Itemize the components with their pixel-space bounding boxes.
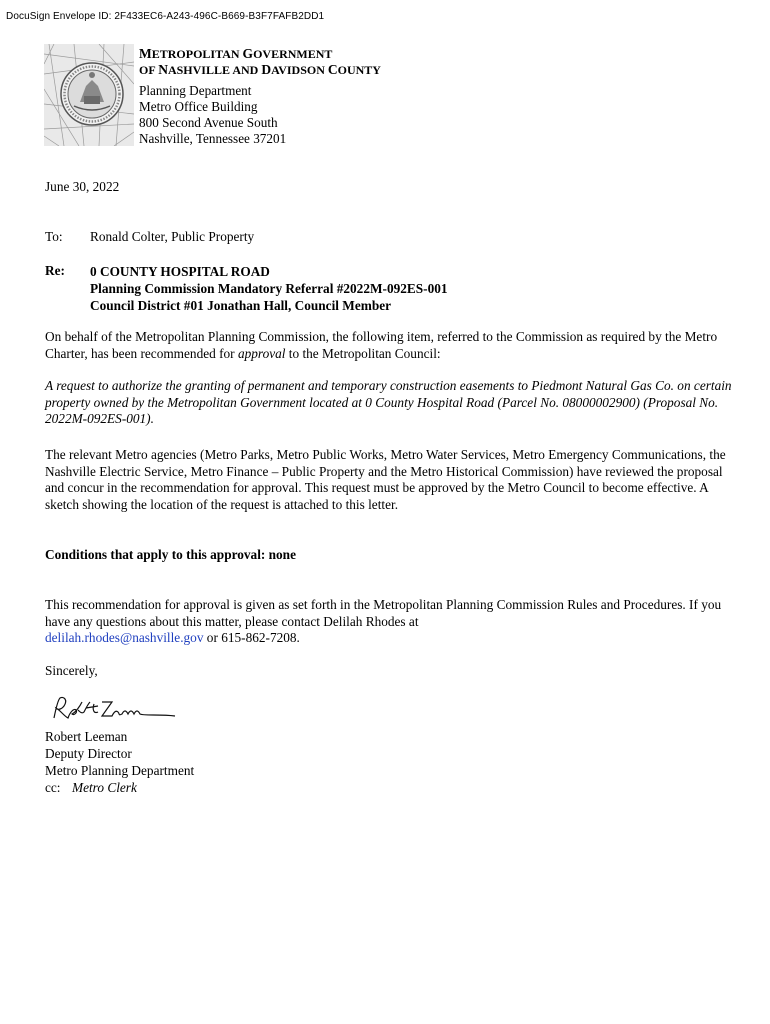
- subject-line: Planning Commission Mandatory Referral #2022M-092ES-001: [90, 281, 448, 296]
- contact-email-link[interactable]: delilah.rhodes@nashville.gov: [45, 630, 204, 646]
- letter-date: June 30, 2022: [45, 179, 120, 194]
- contact-paragraph: This recommendation for approval is given as set forth in the Metropolitan Planning Commission Rules and Procedures. If you have any questions about this matter, please contact Delilah Rhodes at delilah.rhodes@nashville.gov or 615-862-7208.: [45, 597, 722, 646]
- request-description: A request to authorize the granting of permanent and temporary construction easements to Piedmont Natural Gas Co. on certain property owned by the Metropolitan Government located at 0 County Hospital Road (Parcel No. 08000002900) (Proposal No. 2022M-092ES-001).: [45, 378, 732, 427]
- address-line: Metro Office Building: [139, 99, 258, 114]
- cc-label: cc:: [45, 780, 61, 795]
- address-line: Planning Department: [139, 83, 252, 98]
- signer-department: Metro Planning Department: [45, 763, 195, 778]
- signer-name: Robert Leeman: [45, 729, 128, 744]
- approval-emphasis: approval: [237, 345, 286, 361]
- to-label: To:: [45, 229, 63, 244]
- metro-seal-logo: [44, 44, 134, 146]
- conditions-statement: Conditions that apply to this approval: none: [45, 547, 296, 562]
- agency-review-paragraph: The relevant Metro agencies (Metro Parks, Metro Public Works, Metro Water Services, Metro Emergency Communications, the Nashville Electric Service, Metro Finance – Public Property and the Metro Historical Commission) have reviewed the proposal and concur in the recommendation for approval. This request must be approved by the Metro Council to become effective. A sketch showing the location of the request is attached to this letter.: [45, 447, 726, 513]
- re-label: Re:: [45, 263, 65, 278]
- address-line: Nashville, Tennessee 37201: [139, 131, 287, 146]
- closing: Sincerely,: [45, 663, 98, 678]
- subject-line: 0 COUNTY HOSPITAL ROAD: [90, 264, 270, 279]
- address-line: 800 Second Avenue South: [139, 115, 278, 130]
- to-recipient: Ronald Colter, Public Property: [90, 229, 255, 244]
- signer-title: Deputy Director: [45, 746, 132, 761]
- subject-block: [90, 263, 448, 314]
- department-address: [139, 83, 286, 147]
- docusign-envelope-id: DocuSign Envelope ID: 2F433EC6-A243-496C-B669-B3F7FAFB2DD1: [6, 11, 325, 22]
- organization-name: METROPOLITAN GOVERNMENT OF NASHVILLE AND DAVIDSON COUNTY: [139, 46, 381, 77]
- cc-recipient: Metro Clerk: [72, 780, 137, 795]
- handwritten-signature: [50, 694, 180, 724]
- subject-line: Council District #01 Jonathan Hall, Council Member: [90, 298, 392, 313]
- intro-paragraph: On behalf of the Metropolitan Planning Commission, the following item, referred to the Commission as required by the Metro Charter, has been recommended for approval to the Metropolitan Council:: [45, 329, 718, 361]
